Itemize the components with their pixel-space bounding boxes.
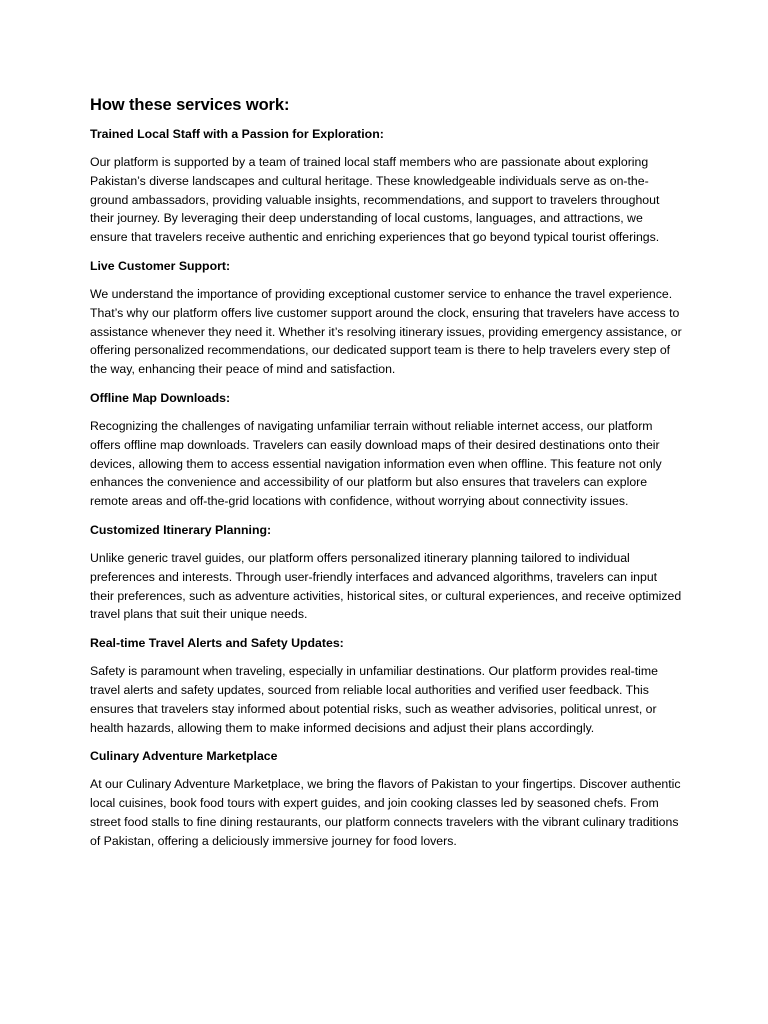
- document-title: How these services work:: [90, 96, 290, 114]
- section-live-customer-support: [90, 257, 682, 379]
- section-heading: Trained Local Staff with a Passion for Exploration:: [90, 127, 384, 141]
- section-body: We understand the importance of providing exceptional customer service to enhance the travel experience. That’s why our platform offers live customer support around the clock, ensuring that travelers have access to assistance whenever they need it. Whether it’s resolving itinerary issues, providing emergency assistance, or offering personalized recommendations, our dedicated support team is there to help travelers every step of the way, enhancing their peace of mind and satisfaction.: [90, 286, 682, 377]
- section-body: Recognizing the challenges of navigating unfamiliar terrain without reliable internet access, our platform offers offline map downloads. Travelers can easily download maps of their desired destinations onto their devices, allowing them to access essential navigation information even when offline. This feature not only enhances the convenience and accessibility of our platform but also ensures that travelers can explore remote areas and off-the-grid locations with confidence, without worrying about connectivity issues.: [90, 418, 662, 509]
- document-page: [90, 94, 682, 861]
- section-heading: Live Customer Support:: [90, 258, 231, 273]
- section-offline-map-downloads: [90, 389, 682, 511]
- section-body: Safety is paramount when traveling, especially in unfamiliar destinations. Our platform provides real-time travel alerts and safety updates, sourced from reliable local authorities and verified user feedback. This ensures that travelers stay informed about potential risks, such as weather advisories, political unrest, or health hazards, allowing them to make informed decisions and adjust their plans accordingly.: [90, 664, 658, 735]
- section-heading: Customized Itinerary Planning:: [90, 522, 272, 537]
- section-heading: Real-time Travel Alerts and Safety Updates:: [90, 636, 344, 651]
- section-heading: Offline Map Downloads:: [90, 390, 231, 405]
- section-trained-local-staff: [90, 125, 682, 247]
- section-body: At our Culinary Adventure Marketplace, we bring the flavors of Pakistan to your fingertips. Discover authentic local cuisines, book food tours with expert guides, and join cooking classes led by seasoned chefs. From street food stalls to fine dining restaurants, our platform connects travelers with the vibrant culinary traditions of Pakistan, offering a deliciously immersive journey for food lovers.: [90, 777, 681, 848]
- section-customized-itinerary: [90, 521, 682, 624]
- section-heading: Culinary Adventure Marketplace: [90, 749, 278, 764]
- section-realtime-alerts: [90, 634, 682, 737]
- section-body: Our platform is supported by a team of trained local staff members who are passionate about exploring Pakistan’s diverse landscapes and cultural heritage. These knowledgeable individuals serve as on-the-ground ambassadors, providing valuable insights, recommendations, and support to travelers throughout their journey. By leveraging their deep understanding of local customs, languages, and attractions, we ensure that travelers receive authentic and enriching experiences that go beyond typical tourist offerings.: [90, 155, 660, 245]
- section-body: Unlike generic travel guides, our platform offers personalized itinerary planning tailored to individual preferences and interests. Through user-friendly interfaces and advanced algorithms, travelers can input their preferences, such as adventure activities, historical sites, or cultural experiences, and receive optimized travel plans that suit their unique needs.: [90, 550, 682, 622]
- section-culinary-marketplace: [90, 747, 682, 850]
